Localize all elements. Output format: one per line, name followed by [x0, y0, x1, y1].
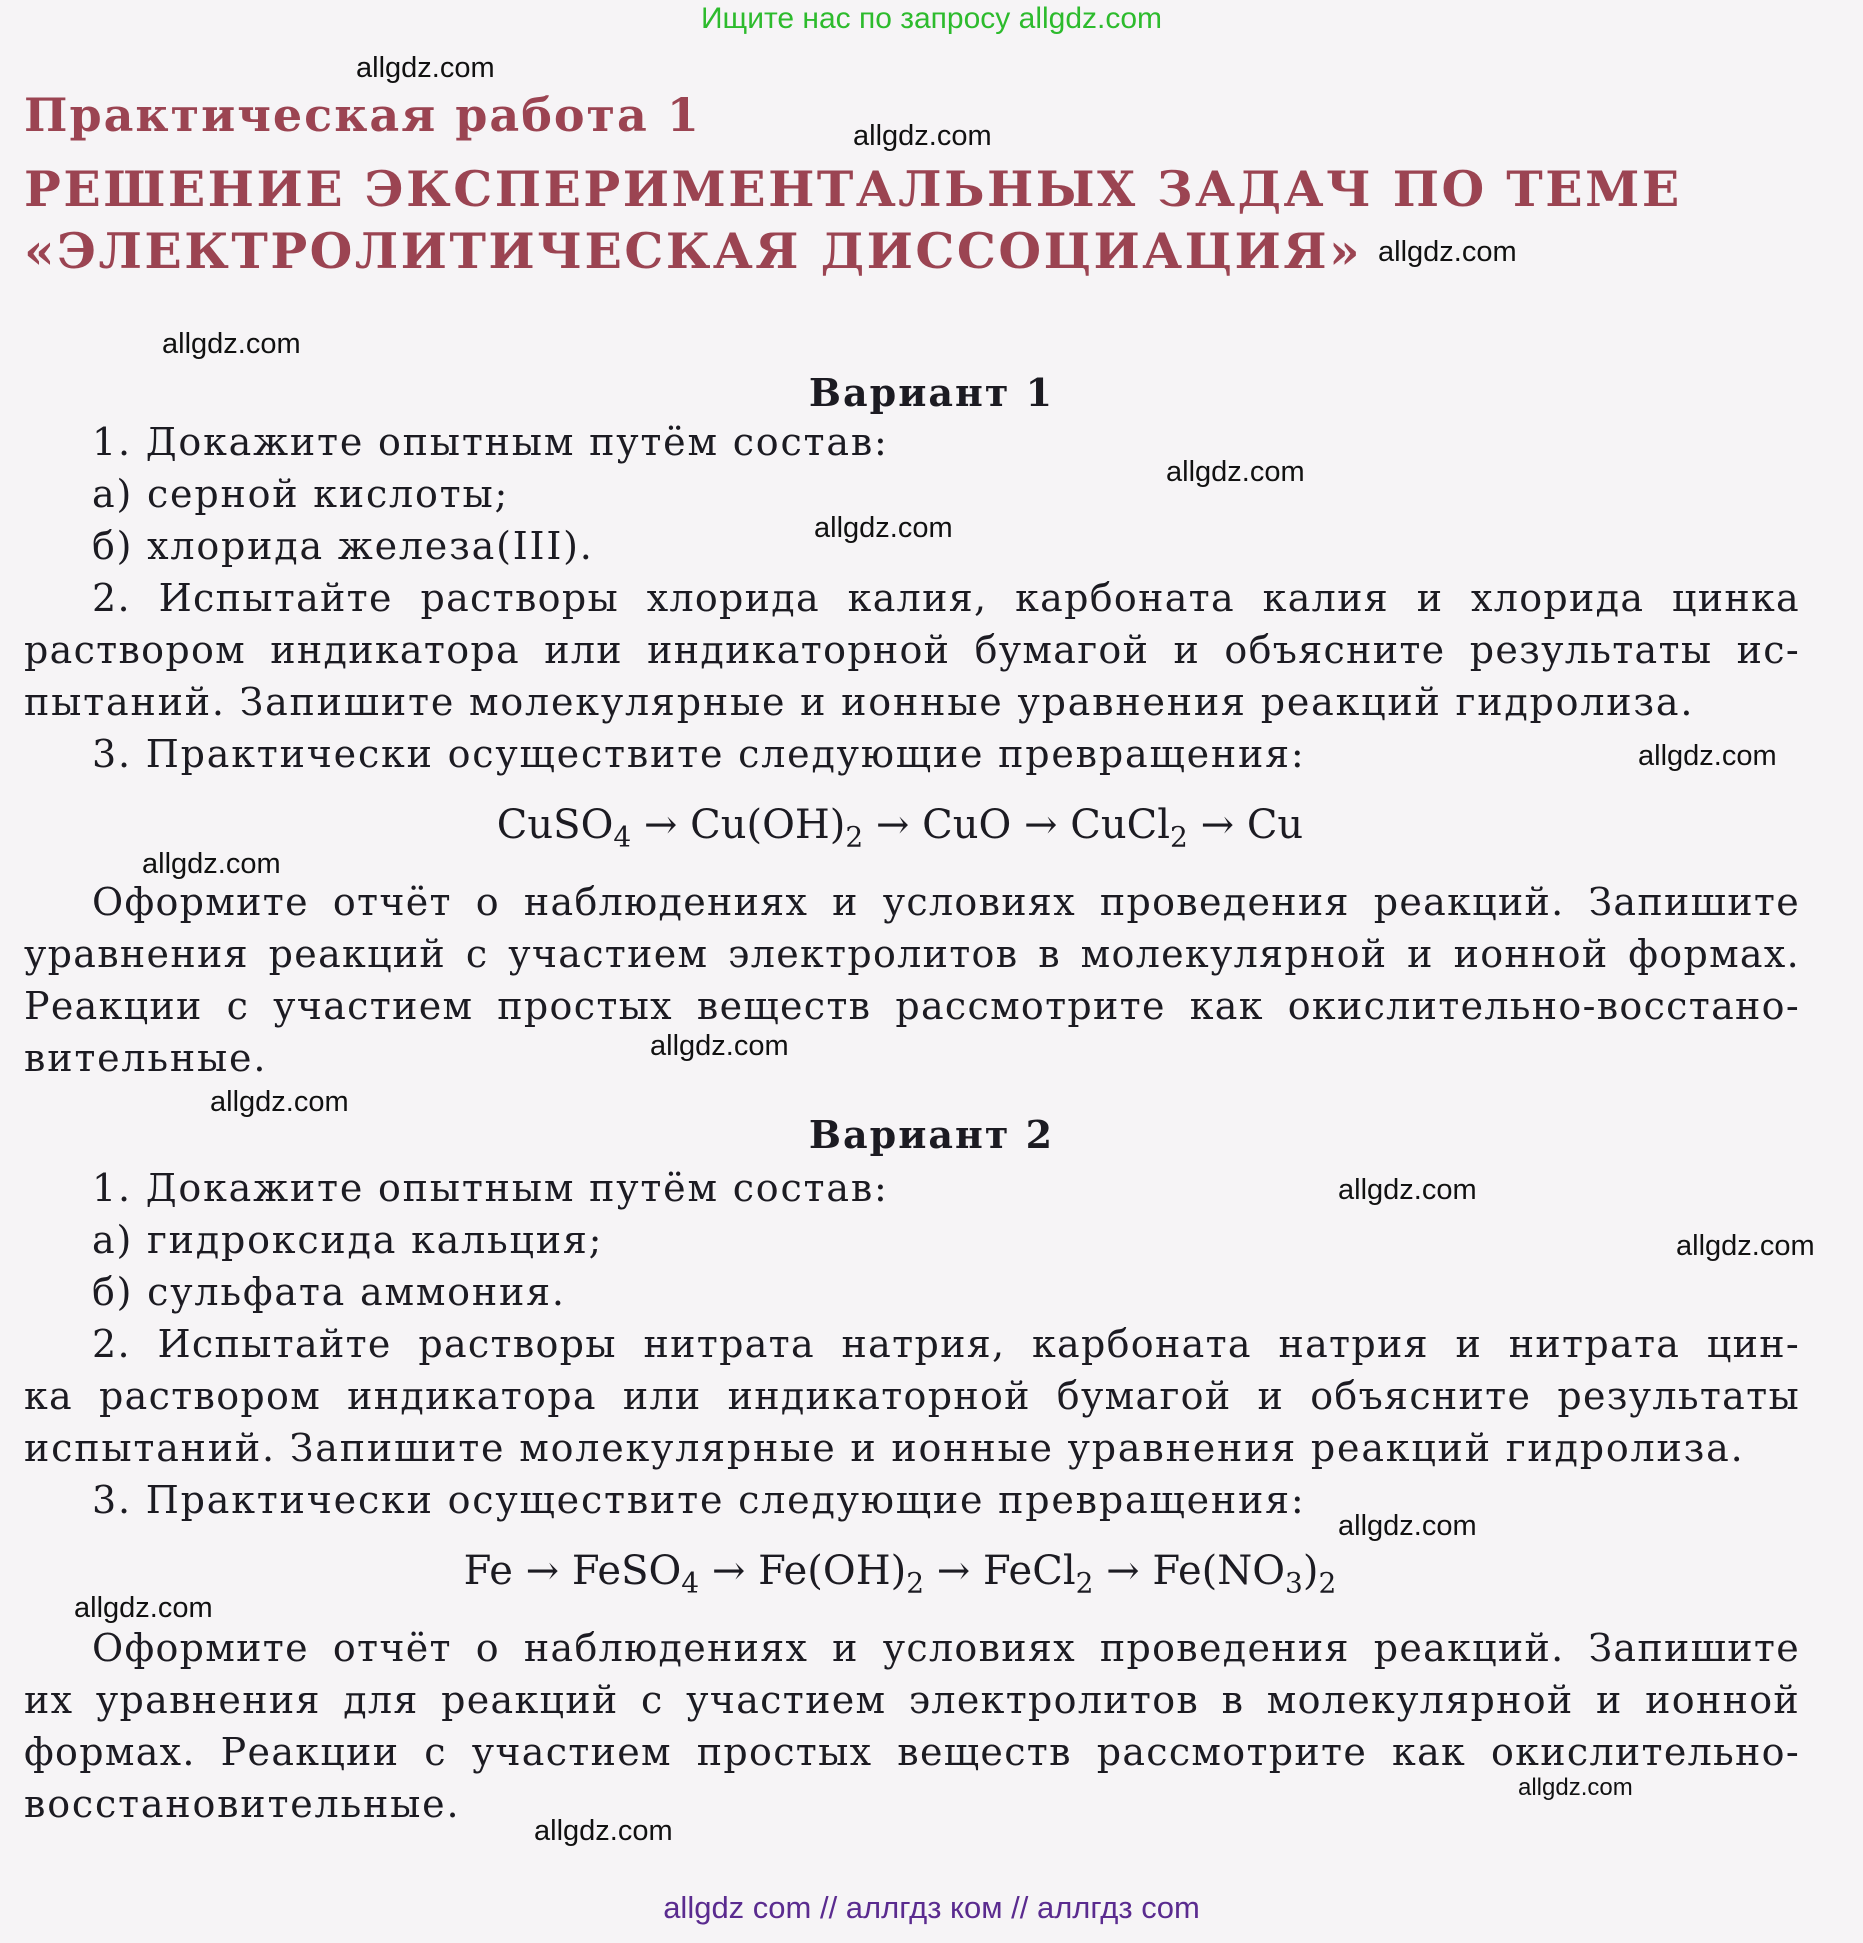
v2-report-line-2: их уравнения для реакций с участием электролитов в молекулярной и ионной [24, 1678, 1800, 1722]
v1-report-line-4: вительные. [24, 1036, 268, 1080]
variant-1-heading: Вариант 1 [808, 370, 1055, 415]
watermark: allgdz.com [356, 52, 495, 84]
v1-report-line-2: уравнения реакций с участием электролитов в молекулярной и ионной формах. [24, 932, 1800, 976]
v2-task-1b: б) сульфата аммония. [92, 1270, 566, 1314]
v2-task-2-line-1: 2. Испытайте растворы нитрата натрия, карбоната натрия и нитрата цин- [92, 1322, 1800, 1366]
watermark: allgdz.com [814, 512, 953, 544]
work-title-line-2: «ЭЛЕКТРОЛИТИЧЕСКАЯ ДИССОЦИАЦИЯ» [24, 222, 1363, 280]
v2-task-2-line-3: испытаний. Запишите молекулярные и ионные уравнения реакций гидролиза. [24, 1426, 1745, 1470]
v1-report-line-1: Оформите отчёт о наблюдениях и условиях проведения реакций. Запишите [92, 880, 1800, 924]
v1-task-1a: а) серной кислоты; [92, 472, 510, 516]
work-title-line-1: РЕШЕНИЕ ЭКСПЕРИМЕНТАЛЬНЫХ ЗАДАЧ ПО ТЕМЕ [24, 160, 1682, 218]
v1-task-1b: б) хлорида железа(III). [92, 524, 594, 568]
watermark: allgdz.com [1518, 1774, 1633, 1801]
v2-task-2-line-2: ка раствором индикатора или индикаторной бумагой и объясните результаты [24, 1374, 1800, 1418]
v1-transformation-formula: CuSO$_4$ → $Cu(OH)_2$ → CuO → CuCl$_2$ → Cu [496, 802, 1304, 854]
v1-task-2-line-1: 2. Испытайте растворы хлорида калия, карбоната калия и хлорида цинка [92, 576, 1800, 620]
v2-task-1: 1. Докажите опытным путём состав: [92, 1166, 889, 1210]
watermark: allgdz.com [1638, 740, 1777, 772]
v2-transformation-formula: Fe → FeSO$_4$ → $Fe(OH)_2$ → FeCl$_2$ → $Fe(NO_3)_2$ [463, 1548, 1337, 1600]
watermark: allgdz.com [210, 1086, 349, 1118]
watermark: allgdz.com [1166, 456, 1305, 488]
watermark: allgdz.com [534, 1815, 673, 1847]
watermark: allgdz.com [650, 1030, 789, 1062]
v2-report-line-3: формах. Реакции с участием простых веществ рассмотрите как окислительно- [24, 1730, 1800, 1774]
practical-work-title: Практическая работа 1 [24, 88, 701, 142]
watermark: allgdz.com [1338, 1174, 1477, 1206]
variant-2-heading: Вариант 2 [808, 1112, 1055, 1157]
v1-task-2-line-3: пытаний. Запишите молекулярные и ионные уравнения реакций гидролиза. [24, 680, 1695, 724]
watermark: allgdz.com [142, 848, 281, 880]
v1-task-3: 3. Практически осуществите следующие превращения: [92, 732, 1306, 776]
v2-report-line-1: Оформите отчёт о наблюдениях и условиях проведения реакций. Запишите [92, 1626, 1800, 1670]
v1-task-2-line-2: раствором индикатора или индикаторной бумагой и объясните результаты ис- [24, 628, 1800, 672]
watermark: allgdz.com [1338, 1510, 1477, 1542]
v2-task-3: 3. Практически осуществите следующие превращения: [92, 1478, 1306, 1522]
search-banner: Ищите нас по запросу allgdz.com [700, 2, 1163, 35]
watermark: allgdz.com [1676, 1230, 1815, 1262]
v2-report-line-4: восстановительные. [24, 1782, 461, 1826]
watermark: allgdz.com [162, 328, 301, 360]
watermark: allgdz.com [1378, 236, 1517, 268]
v1-report-line-3: Реакции с участием простых веществ рассмотрите как окислительно-восстано- [24, 984, 1800, 1028]
v1-task-1: 1. Докажите опытным путём состав: [92, 420, 889, 464]
watermark: allgdz.com [853, 120, 992, 152]
watermark: allgdz.com [74, 1592, 213, 1624]
v2-task-1a: а) гидроксида кальция; [92, 1218, 604, 1262]
footer-links: allgdz com // аллгдз ком // аллгдз com [663, 1890, 1200, 1925]
